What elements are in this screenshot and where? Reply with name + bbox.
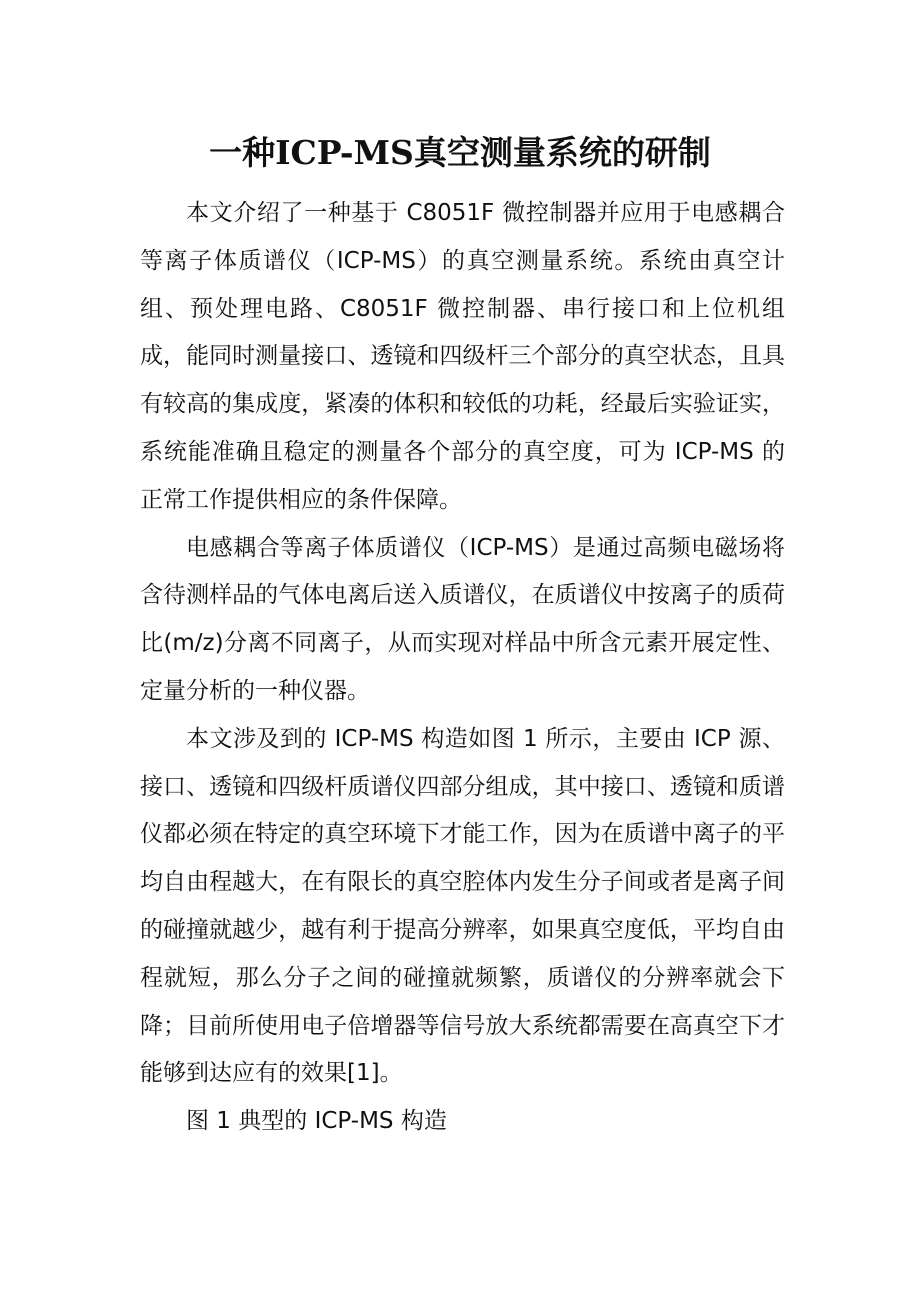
paragraph-icpms-definition: 电感耦合等离子体质谱仪（ICP-MS）是通过高频电磁场将含待测样品的气体电离后送入质谱仪，在质谱仪中按离子的质荷比(m/z)分离不同离子，从而实现对样品中所含元素开展定性、定量分析的一种仪器。	[140, 534, 785, 704]
document-title: 一种ICP-MS真空测量系统的研制	[209, 133, 711, 172]
paragraph-icpms-structure: 本文涉及到的 ICP-MS 构造如图 1 所示，主要由 ICP 源、接口、透镜和四级杆质谱仪四部分组成，其中接口、透镜和质谱仪都必须在特定的真空环境下才能工作，因为在质谱中离子的平均自由程越大，在有限长的真空腔体内发生分子间或者是离子间的碰撞就越少，越有利于提高分辨率，如果真空度低，平均自由程就短，那么分子之间的碰撞就频繁，质谱仪的分辨率就会下降；目前所使用电子倍增器等信号放大系统都需要在高真空下才能够到达应有的效果[1]。	[140, 725, 785, 1087]
document-body	[140, 190, 785, 1146]
paragraph-abstract: 本文介绍了一种基于 C8051F 微控制器并应用于电感耦合等离子体质谱仪（ICP-MS）的真空测量系统。系统由真空计组、预处理电路、C8051F 微控制器、串行接口和上位机组成，能同时测量接口、透镜和四级杆三个部分的真空状态，且具有较高的集成度，紧凑的体积和较低的功耗，经最后实验证实，系统能准确且稳定的测量各个部分的真空度，可为 ICP-MS 的正常工作提供相应的条件保障。	[140, 200, 785, 513]
figure-caption: 图 1 典型的 ICP-MS 构造	[186, 1108, 447, 1135]
